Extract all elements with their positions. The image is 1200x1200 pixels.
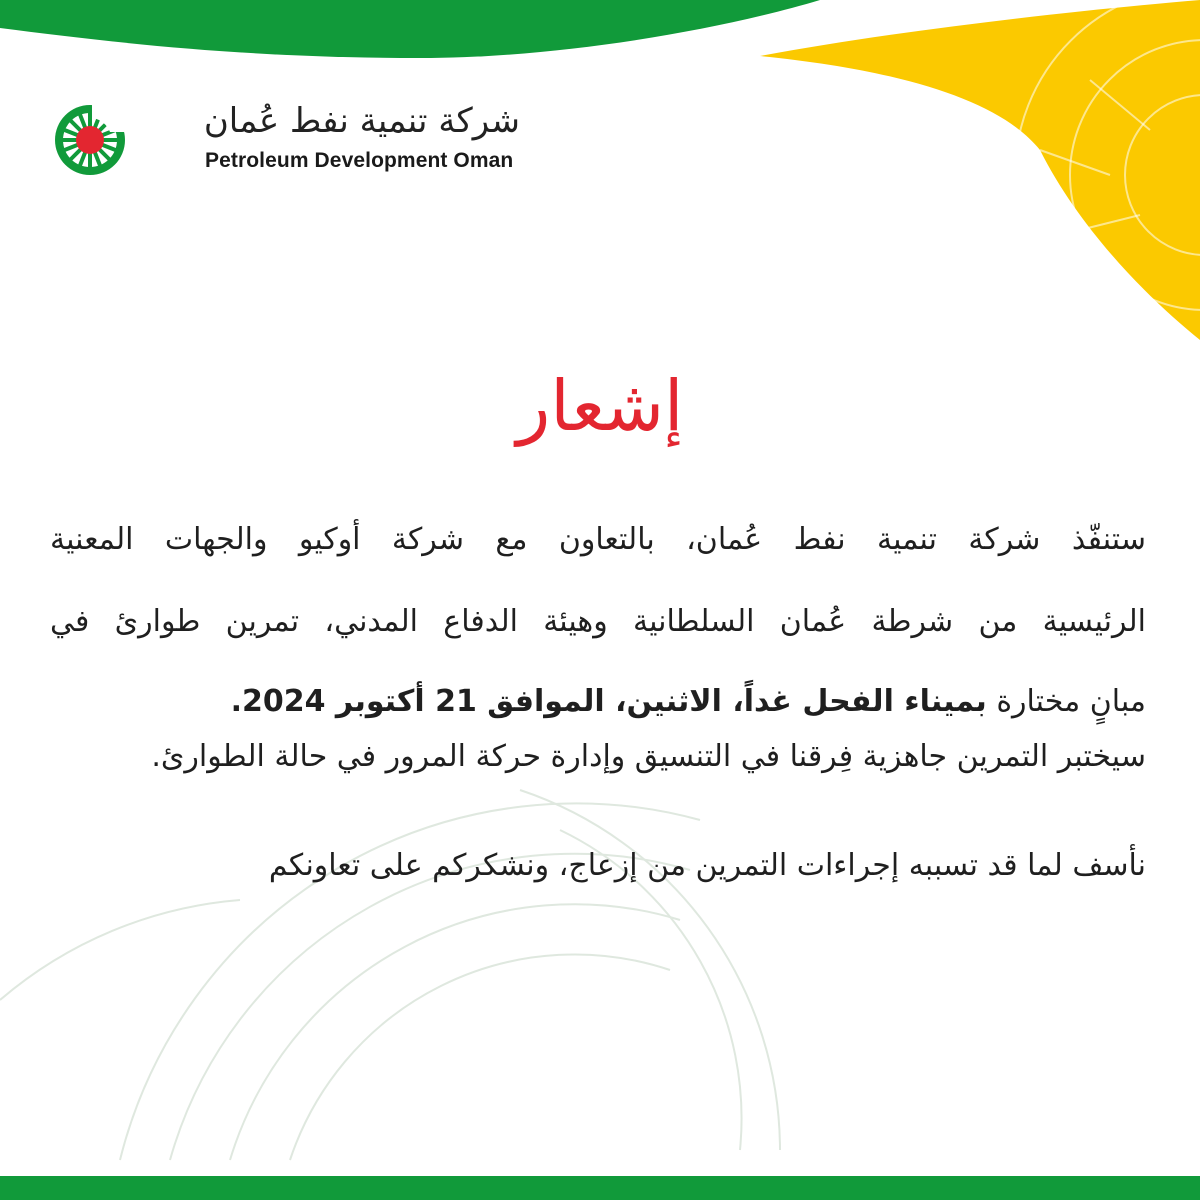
notice-line-3-prefix: مبانٍ مختارة <box>996 684 1146 719</box>
company-logo <box>52 98 520 178</box>
footer-green-bar <box>0 1176 1200 1200</box>
top-green-wave <box>0 0 820 58</box>
notice-title: إشعار <box>516 365 684 447</box>
notice-line-4: سيختبر التمرين جاهزية فِرقنا في التنسيق وإدارة حركة المرور في حالة الطوارئ. <box>151 739 1146 774</box>
notice-line-5: نأسف لما قد تسببه إجراءات التمرين من إزعاج، ونشكركم على تعاونكم <box>268 848 1146 883</box>
logo-english-name: Petroleum Development Oman <box>205 149 514 172</box>
notice-line-1: ستنفّذ شركة تنمية نفط عُمان، بالتعاون مع شركة أوكيو والجهات المعنية <box>50 522 1146 557</box>
notice-line-3-date: بميناء الفحل غداً، الاثنين، الموافق 21 أكتوبر 2024. <box>230 684 987 719</box>
notice-line-3 <box>50 680 1146 724</box>
pdo-logo-icon <box>52 102 128 178</box>
notice-line-2: الرئيسية من شرطة عُمان السلطانية وهيئة الدفاع المدني، تمرين طوارئ في <box>50 604 1146 639</box>
logo-arabic-name: شركة تنمية نفط عُمان <box>203 101 520 141</box>
